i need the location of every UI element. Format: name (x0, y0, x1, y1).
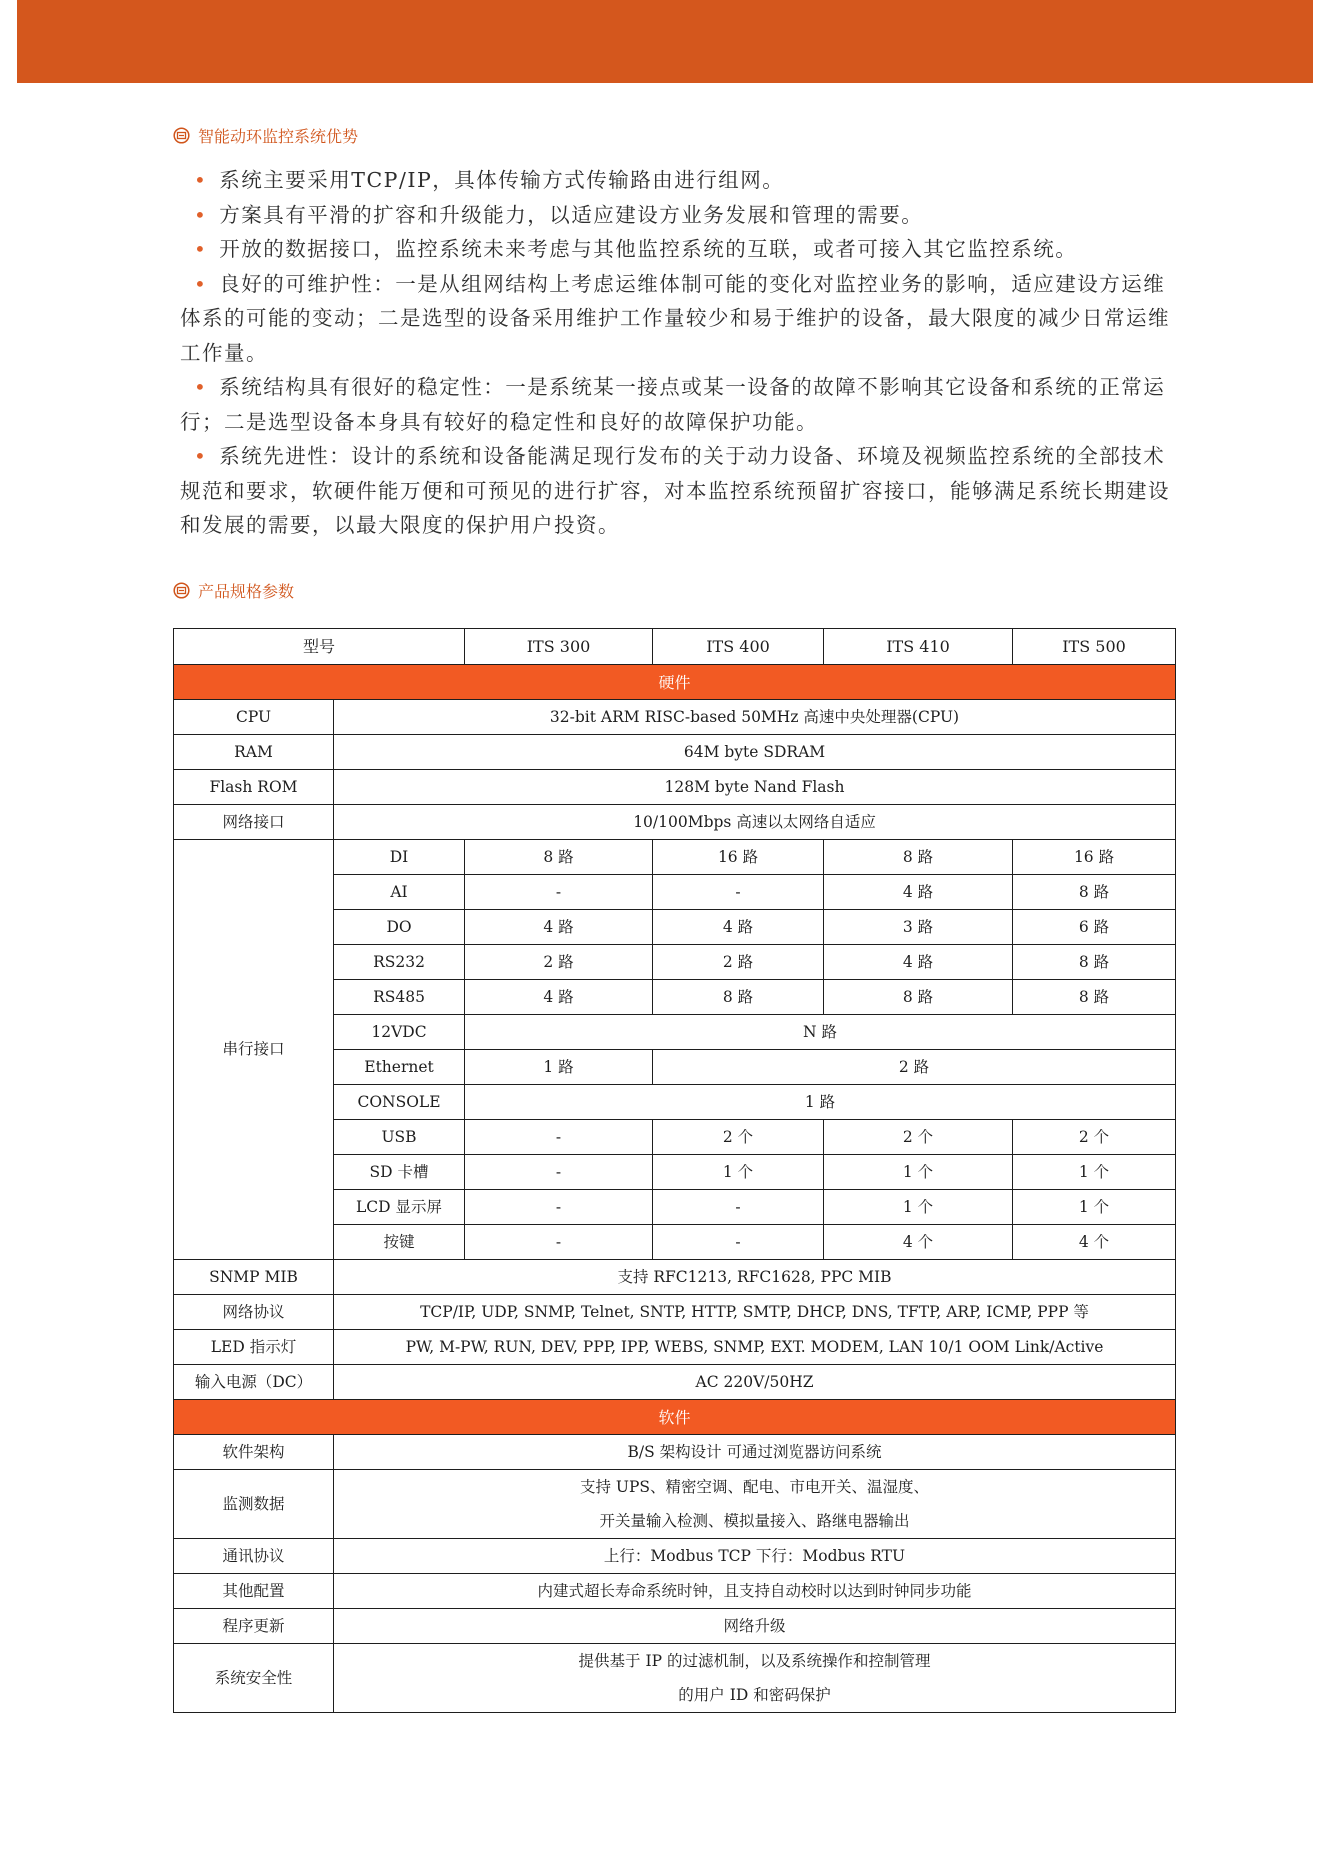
cell: 8 路 (653, 980, 824, 1015)
row-value: 网络升级 (334, 1609, 1176, 1644)
cell: 4 路 (465, 910, 653, 945)
row-value (334, 1644, 1176, 1713)
list-item: • 开放的数据接口，监控系统未来考虑与其他监控系统的互联，或者可接入其它监控系统。 (194, 237, 1078, 261)
sub-label: 按键 (334, 1225, 465, 1260)
advantages-list (180, 163, 1170, 543)
cell: - (653, 1190, 824, 1225)
row-value: 128M byte Nand Flash (334, 770, 1176, 805)
table-row (174, 665, 1176, 700)
cell: 16 路 (1013, 840, 1176, 875)
table-row (174, 1260, 1176, 1295)
table-row (174, 700, 1176, 735)
cell: 2 路 (653, 1050, 1176, 1085)
table-row (174, 1400, 1176, 1435)
section-title-text: 产品规格参数 (198, 581, 295, 601)
row-label: 网络接口 (174, 805, 334, 840)
table-row (174, 1539, 1176, 1574)
cell: 1 路 (465, 1050, 653, 1085)
cell: 8 路 (1013, 980, 1176, 1015)
model-header-label: 型号 (174, 629, 465, 665)
row-label: RAM (174, 735, 334, 770)
row-value: 32-bit ARM RISC-based 50MHz 高速中央处理器(CPU) (334, 700, 1176, 735)
bullet-icon: • (194, 237, 208, 261)
sub-label: Ethernet (334, 1050, 465, 1085)
row-value-line: 提供基于 IP 的过滤机制，以及系统操作和控制管理 (578, 1652, 931, 1670)
row-label: 程序更新 (174, 1609, 334, 1644)
row-value: B/S 架构设计 可通过浏览器访问系统 (334, 1435, 1176, 1470)
cell: 4 路 (824, 945, 1013, 980)
bullet-icon: • (194, 375, 208, 399)
row-value: AC 220V/50HZ (334, 1365, 1176, 1400)
list-item: • 系统先进性：设计的系统和设备能满足现行发布的关于动力设备、环境及视频监控系统的全部技术规范和要求，软硬件能万便和可预见的进行扩容，对本监控系统预留扩容接口，能够满足系统长期建设和发展的需要，以最大限度的保护用户投资。 (180, 444, 1170, 537)
cell: 4 个 (1013, 1225, 1176, 1260)
cell: 4 个 (824, 1225, 1013, 1260)
row-value-line: 支持 UPS、精密空调、配电、市电开关、温湿度、 (579, 1478, 930, 1496)
cell: 3 路 (824, 910, 1013, 945)
row-value: 上行：Modbus TCP 下行：Modbus RTU (334, 1539, 1176, 1574)
cell: - (465, 1190, 653, 1225)
bullet-icon: • (194, 444, 208, 468)
sub-label: LCD 显示屏 (334, 1190, 465, 1225)
spec-table (173, 628, 1176, 1713)
cell: 8 路 (1013, 945, 1176, 980)
section-icon (173, 127, 190, 144)
row-value: PW, M-PW, RUN, DEV, PPP, IPP, WEBS, SNMP, EXT. MODEM, LAN 10/1 OOM Link/Active (334, 1330, 1176, 1365)
table-row (174, 735, 1176, 770)
specs-section-title (173, 578, 294, 602)
cell: 16 路 (653, 840, 824, 875)
list-item: • 系统结构具有很好的稳定性：一是系统某一接点或某一设备的故障不影响其它设备和系统的正常运行；二是选型设备本身具有较好的稳定性和良好的故障保护功能。 (180, 375, 1166, 434)
hardware-band: 硬件 (174, 665, 1176, 700)
table-row (174, 1330, 1176, 1365)
row-value: 10/100Mbps 高速以太网络自适应 (334, 805, 1176, 840)
row-value: TCP/IP, UDP, SNMP, Telnet, SNTP, HTTP, SMTP, DHCP, DNS, TFTP, ARP, ICMP, PPP 等 (334, 1295, 1176, 1330)
cell: - (465, 1225, 653, 1260)
cell: 8 路 (1013, 875, 1176, 910)
cell: - (465, 875, 653, 910)
table-row (174, 1365, 1176, 1400)
cell: 4 路 (653, 910, 824, 945)
cell: 4 路 (824, 875, 1013, 910)
table-row (174, 840, 1176, 875)
model-header: ITS 400 (653, 629, 824, 665)
row-value-line: 开关量输入检测、模拟量接入、路继电器输出 (599, 1512, 910, 1530)
table-row (174, 1609, 1176, 1644)
advantages-section-title (173, 123, 358, 147)
cell: 2 路 (465, 945, 653, 980)
table-row (174, 805, 1176, 840)
bullet-icon: • (194, 202, 208, 227)
row-label: 软件架构 (174, 1435, 334, 1470)
row-label: 系统安全性 (174, 1644, 334, 1713)
cell: - (653, 1225, 824, 1260)
table-row (174, 1295, 1176, 1330)
cell: - (653, 875, 824, 910)
table-row (174, 1644, 1176, 1713)
row-value (334, 1470, 1176, 1539)
row-label: SNMP MIB (174, 1260, 334, 1295)
cell: 8 路 (465, 840, 653, 875)
cell: N 路 (465, 1015, 1176, 1050)
cell: 2 个 (653, 1120, 824, 1155)
cell: 1 路 (465, 1085, 1176, 1120)
row-label: 网络协议 (174, 1295, 334, 1330)
cell: 2 个 (824, 1120, 1013, 1155)
cell: 1 个 (824, 1155, 1013, 1190)
cell: 1 个 (1013, 1190, 1176, 1225)
cell: 8 路 (824, 980, 1013, 1015)
list-item: • 方案具有平滑的扩容和升级能力，以适应建设方业务发展和管理的需要。 (194, 202, 924, 227)
model-header: ITS 300 (465, 629, 653, 665)
cell: 4 路 (465, 980, 653, 1015)
sub-label: DI (334, 840, 465, 875)
sub-label: RS485 (334, 980, 465, 1015)
table-row (174, 1470, 1176, 1539)
row-value: 内建式超长寿命系统时钟，且支持自动校时以达到时钟同步功能 (334, 1574, 1176, 1609)
row-value: 支持 RFC1213, RFC1628, PPC MIB (334, 1260, 1176, 1295)
sub-label: 12VDC (334, 1015, 465, 1050)
row-label: 其他配置 (174, 1574, 334, 1609)
sub-label: RS232 (334, 945, 465, 980)
row-label: 输入电源（DC） (174, 1365, 334, 1400)
sub-label: CONSOLE (334, 1085, 465, 1120)
row-label: 监测数据 (174, 1470, 334, 1539)
bullet-icon: • (194, 271, 208, 296)
serial-group-label: 串行接口 (174, 840, 334, 1260)
list-item: • 系统主要采用TCP/IP，具体传输方式传输路由进行组网。 (194, 168, 785, 192)
sub-label: DO (334, 910, 465, 945)
sub-label: USB (334, 1120, 465, 1155)
cell: 8 路 (824, 840, 1013, 875)
cell: 1 个 (824, 1190, 1013, 1225)
header-band (17, 0, 1313, 83)
list-item: • 良好的可维护性：一是从组网结构上考虑运维体制可能的变化对监控业务的影响，适应建设方运维体系的可能的变动；二是选型的设备采用维护工作量较少和易于维护的设备，最大限度的减少日常运维工作量。 (180, 271, 1170, 365)
cell: - (465, 1120, 653, 1155)
cell: 1 个 (653, 1155, 824, 1190)
row-label: LED 指示灯 (174, 1330, 334, 1365)
cell: 2 个 (1013, 1120, 1176, 1155)
row-label: CPU (174, 700, 334, 735)
table-row (174, 629, 1176, 665)
section-title-text: 智能动环监控系统优势 (198, 126, 359, 146)
sub-label: AI (334, 875, 465, 910)
cell: 6 路 (1013, 910, 1176, 945)
software-band: 软件 (174, 1400, 1176, 1435)
table-row (174, 1435, 1176, 1470)
model-header: ITS 410 (824, 629, 1013, 665)
section-icon (173, 582, 190, 599)
row-value: 64M byte SDRAM (334, 735, 1176, 770)
cell: 1 个 (1013, 1155, 1176, 1190)
cell: 2 路 (653, 945, 824, 980)
row-value-line: 的用户 ID 和密码保护 (678, 1686, 831, 1704)
table-row (174, 770, 1176, 805)
bullet-icon: • (194, 168, 208, 192)
row-label: Flash ROM (174, 770, 334, 805)
sub-label: SD 卡槽 (334, 1155, 465, 1190)
model-header: ITS 500 (1013, 629, 1176, 665)
cell: - (465, 1155, 653, 1190)
table-row (174, 1574, 1176, 1609)
row-label: 通讯协议 (174, 1539, 334, 1574)
